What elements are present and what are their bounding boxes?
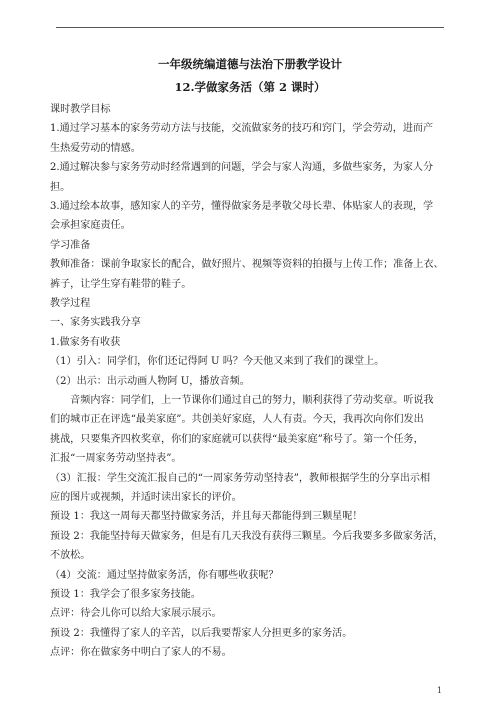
text-line: 汇报“一周家务劳动坚持表”。 — [50, 453, 182, 465]
text-line: （2）出示：出示动画人物阿 U，播放音频。 — [50, 375, 250, 387]
text-line: 会承担家庭责任。 — [50, 220, 131, 232]
text-line: 不放松。 — [50, 550, 91, 562]
text-line: 预设 2：我能坚持每天做家务，但是有几天我没有获得三颗星。今后我要多多做家务活， — [50, 530, 444, 542]
text-line: 点评：你在做家务中明白了家人的不易。 — [50, 647, 232, 659]
text-line: 预设 2：我懂得了家人的辛苦，以后我要帮家人分担更多的家务活。 — [50, 627, 353, 639]
text-line: 1.通过学习基本的家务劳动方法与技能，交流做家务的技巧和窍门，学会劳动，进而产 — [50, 123, 434, 135]
text-line: （1）引入：同学们，你们还记得阿 U 吗？今天他又来到了我们的课堂上。 — [50, 356, 385, 368]
text-line: 教学过程 — [50, 298, 91, 309]
text-line: 2.通过解决参与家务劳动时经常遇到的问题，学会与家人沟通，多做些家务，为家人分 — [50, 162, 434, 174]
lesson-title: 12.学做家务活（第 2 课时） — [174, 80, 326, 94]
text-line: 预设 1：我这一周每天都坚持做家务活，并且每天都能得到三颗星呢！ — [50, 511, 363, 523]
text-line: 学习准备 — [50, 239, 91, 251]
text-line: 音频内容：同学们，上一节课你们通过自己的努力，顺利获得了劳动奖章。听说我 — [50, 395, 434, 406]
text-line: 点评：待会儿你可以给大家展示展示。 — [50, 608, 222, 620]
text-line: 裤子，让学生穿有鞋带的鞋子。 — [50, 278, 192, 290]
text-line: 担。 — [50, 181, 71, 193]
text-line: 课时教学目标 — [50, 104, 111, 115]
text-line: 挑战，只要集齐四枚奖章，你们的家庭就可以获得“最美家庭”称号了。第一个任务， — [50, 433, 424, 445]
text-line: （4）交流：通过坚持做家务活，你有哪些收获呢？ — [50, 569, 279, 581]
text-line: （3）汇报：学生交流汇报自己的“一周家务劳动坚持表”，教师根据学生的分享出示相 — [50, 472, 431, 484]
text-line: 教师准备：课前争取家长的配合，做好照片、视频等资料的拍摄与上传工作；准备上衣、 — [50, 259, 444, 271]
text-line: 生热爱劳动的情感。 — [50, 142, 141, 154]
document-title: 一年级统编道德与法治下册教学设计 — [158, 57, 342, 71]
text-line: 1.做家务有收获 — [50, 336, 121, 348]
header-rule — [56, 27, 444, 28]
text-line: 3.通过绘本故事，感知家人的辛劳，懂得做家务是孝敬父母长辈、体贴家人的表现，学 — [50, 201, 434, 212]
text-line: 预设 1：我学会了很多家务技能。 — [50, 589, 201, 600]
text-line: 们的城市正在评选“最美家庭”。共创美好家庭，人人有责。今天，我再次向你们发出 — [50, 414, 424, 426]
text-line: 一、家务实践我分享 — [50, 317, 141, 329]
page-number: 1 — [437, 686, 443, 695]
text-line: 应的图片或视频，并适时读出家长的评价。 — [50, 492, 242, 503]
